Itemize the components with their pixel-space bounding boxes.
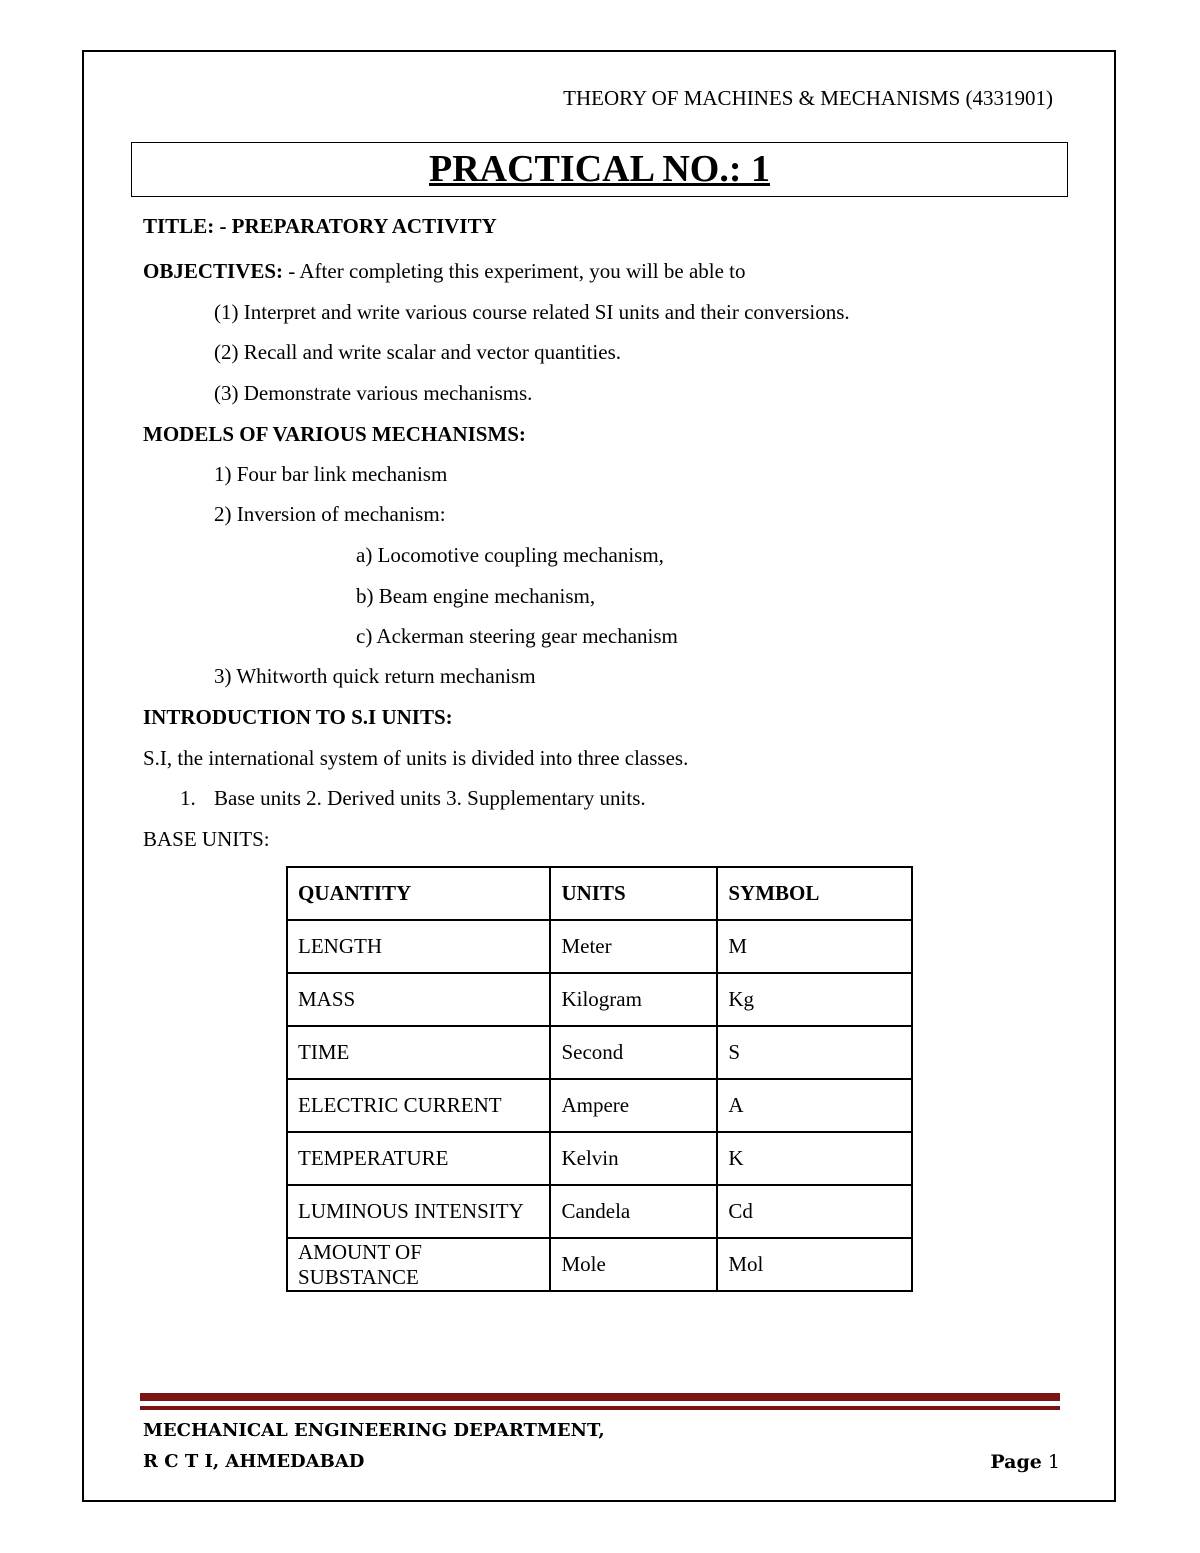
practical-title: PRACTICAL NO.: 1 [429,148,770,190]
model-subitem: c) Ackerman steering gear mechanism [356,624,678,648]
cell-unit: Mole [550,1238,717,1291]
header-units: UNITS [550,867,717,920]
page-label: Page [990,1451,1042,1473]
model-item: 3) Whitworth quick return mechanism [214,664,536,688]
cell-symbol: Cd [717,1185,912,1238]
base-units-label: BASE UNITS: [143,827,270,851]
cell-symbol: Mol [717,1238,912,1291]
page-number [990,1451,1060,1473]
cell-symbol: M [717,920,912,973]
objective-item: (2) Recall and write scalar and vector quantities. [214,340,621,364]
model-subitem: a) Locomotive coupling mechanism, [356,543,664,567]
page-number-value: 1 [1047,1451,1060,1473]
table-row [287,1238,912,1291]
footer-department: MECHANICAL ENGINEERING DEPARTMENT, [143,1420,605,1441]
si-list-number: 1. [180,786,196,810]
table-row [287,973,912,1026]
header-quantity: QUANTITY [287,867,550,920]
table-header-row [287,867,912,920]
footer-institute: R C T I, AHMEDABAD [143,1451,365,1472]
objectives-intro: - After completing this experiment, you will be able to [283,259,746,283]
cell-unit: Meter [550,920,717,973]
table-row [287,920,912,973]
table-row [287,1185,912,1238]
cell-quantity: LUMINOUS INTENSITY [287,1185,550,1238]
cell-unit: Second [550,1026,717,1079]
footer-rule-thin [140,1406,1060,1410]
cell-quantity: LENGTH [287,920,550,973]
table-row [287,1132,912,1185]
base-units-table [286,866,913,1292]
objectives-line [143,259,746,284]
cell-symbol: Kg [717,973,912,1026]
cell-unit: Candela [550,1185,717,1238]
cell-unit: Kilogram [550,973,717,1026]
cell-symbol: K [717,1132,912,1185]
cell-unit: Ampere [550,1079,717,1132]
objective-item: (3) Demonstrate various mechanisms. [214,381,533,405]
cell-quantity: ELECTRIC CURRENT [287,1079,550,1132]
table-row [287,1079,912,1132]
practical-title-box [131,142,1068,197]
cell-quantity: MASS [287,973,550,1026]
cell-quantity: TEMPERATURE [287,1132,550,1185]
cell-symbol: A [717,1079,912,1132]
footer-rule-thick [140,1393,1060,1401]
models-heading: MODELS OF VARIOUS MECHANISMS: [143,422,526,446]
cell-symbol: S [717,1026,912,1079]
course-header: THEORY OF MACHINES & MECHANISMS (4331901) [563,86,1053,110]
objective-item: (1) Interpret and write various course related SI units and their conversions. [214,300,850,324]
cell-quantity: AMOUNT OF SUBSTANCE [287,1238,550,1291]
si-intro: S.I, the international system of units is divided into three classes. [143,746,689,770]
cell-unit: Kelvin [550,1132,717,1185]
header-symbol: SYMBOL [717,867,912,920]
objectives-label: OBJECTIVES: [143,259,284,283]
si-list-text: Base units 2. Derived units 3. Supplementary units. [214,786,646,810]
title-line: TITLE: - PREPARATORY ACTIVITY [143,214,497,238]
cell-quantity: TIME [287,1026,550,1079]
si-heading: INTRODUCTION TO S.I UNITS: [143,705,453,729]
model-subitem: b) Beam engine mechanism, [356,584,596,608]
model-item: 1) Four bar link mechanism [214,462,448,486]
table-row [287,1026,912,1079]
model-item: 2) Inversion of mechanism: [214,502,446,526]
